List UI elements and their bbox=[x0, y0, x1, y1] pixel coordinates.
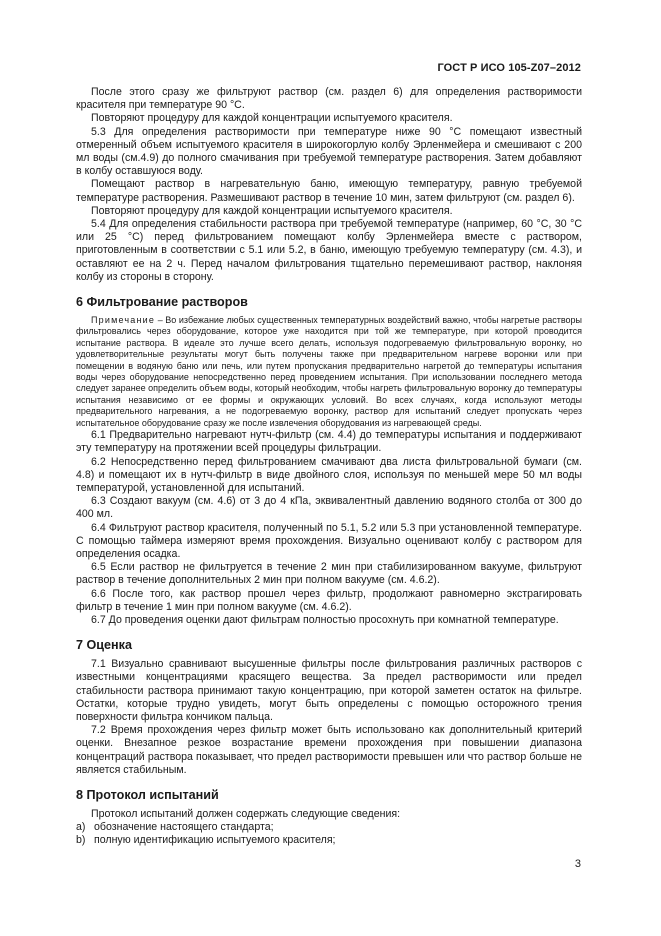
page-number: 3 bbox=[574, 858, 581, 870]
section-7-heading: 7 Оценка bbox=[76, 638, 132, 653]
list-item-text: полную идентификацию испытуемого красителя; bbox=[94, 834, 336, 847]
note bbox=[76, 315, 582, 429]
paragraph: Повторяют процедуру для каждой концентрации испытуемого красителя. bbox=[91, 204, 453, 217]
paragraph-6-7: 6.7 До проведения оценки дают фильтрам полностью просохнуть при комнатной температуре. bbox=[91, 613, 559, 626]
paragraph-6-1: 6.1 Предварительно нагревают нутч-фильтр (см. 4.4) до температуры испытания и поддерживают эту температуру на протяжении всей процедуры фильтрации. bbox=[76, 429, 582, 455]
paragraph-7-2: 7.2 Время прохождения через фильтр может быть использовано как дополнительный критерий оценки. Внезапное резкое возрастание времени прохождения при повышении диапазона концентраций раствора показывает, что предел растворимости превышен или что раствор больше не является стабильным. bbox=[76, 724, 582, 776]
paragraph-6-6: 6.6 После того, как раствор прошел через фильтр, продолжают равномерно экстрагировать фильтр в течение 1 мин при полном вакууме (см. 4.6.2). bbox=[76, 587, 582, 613]
paragraph-6-5: 6.5 Если раствор не фильтруется в течение 2 мин при стабилизированном вакууме, фильтруют раствор в течение дополнительных 2 мин при полном вакууме (см. 4.6.2). bbox=[76, 561, 582, 587]
note-label: Примечание bbox=[91, 315, 156, 326]
paragraph: После этого сразу же фильтруют раствор (см. раздел 6) для определения растворимости красителя при температуре 90 °С. bbox=[76, 86, 582, 112]
paragraph-7-1: 7.1 Визуально сравнивают высушенные фильтры после фильтрования различных растворов с известными концентрациями красящего вещества. За предел растворимости или предел стабильности раствора принимают такую концентрацию, при которой заметен остаток на фильтре. Остатки, которые трудно увидеть, могут быть определены с помощью осторожного трения поверхности фильтра кончиком пальца. bbox=[76, 658, 582, 723]
paragraph-8-intro: Протокол испытаний должен содержать следующие сведения: bbox=[91, 807, 401, 820]
paragraph-6-2: 6.2 Непосредственно перед фильтрованием смачивают два листа фильтровальной бумаги (см. 4.8) и помещают их в нутч-фильтр в виде двойного слоя, используя по меньшей мере 50 мл воды температурой, установленной для испытаний. bbox=[76, 455, 582, 494]
paragraph: Повторяют процедуру для каждой концентрации испытуемого красителя. bbox=[91, 112, 453, 125]
list-item bbox=[76, 821, 582, 834]
list-item bbox=[76, 834, 582, 847]
paragraph-5-4: 5.4 Для определения стабильности раствора при требуемой температуре (например, 60 °С, 30 °С или 25 °С) перед фильтрованием помещают колбу Эрленмейера вместе с раствором, приготовленным в соответствии с 5.1 или 5.2, в баню, имеющую требуемую температуру (см. 4.3), и оставляют ее на 2 ч. Перед началом фильтрования тщательно перемешивают раствор, наклоняя колбу из стороны в сторону. bbox=[76, 218, 582, 283]
paragraph-6-4: 6.4 Фильтруют раствор красителя, полученный по 5.1, 5.2 или 5.3 при установленной температуре. С помощью таймера измеряют время прохождения. Визуально оценивают колбу с раствором для определения осадка. bbox=[76, 521, 582, 560]
page-content bbox=[76, 86, 582, 848]
paragraph-6-3: 6.3 Создают вакуум (см. 4.6) от 3 до 4 кПа, эквивалентный давлению водяного столба от 300 до 400 мл. bbox=[76, 495, 582, 521]
section-8-heading: 8 Протокол испытаний bbox=[76, 787, 219, 802]
paragraph-5-3: 5.3 Для определения растворимости при температуре ниже 90 °С помещают известный отмеренный объем испытуемого красителя в широкогорлую колбу Эрленмейера и смешивают с 200 мл воды (см.4.9) до полного смачивания при требуемой температуре растворения. Затем добавляют в колбу оставшуюся воду. bbox=[76, 125, 582, 178]
section-6-heading: 6 Фильтрование растворов bbox=[76, 295, 248, 310]
list-marker: b) bbox=[76, 834, 86, 847]
list-marker: a) bbox=[76, 821, 86, 834]
list-item-text: обозначение настоящего стандарта; bbox=[94, 821, 274, 834]
standard-header: ГОСТ Р ИСО 105-Z07–2012 bbox=[437, 62, 581, 74]
paragraph: Помещают раствор в нагревательную баню, имеющую температуру, равную требуемой температуре растворения. Размешивают раствор в течение 10 мин, затем фильтруют (см. раздел 6). bbox=[76, 178, 582, 204]
note-text: – Во избежание любых существенных температурных воздействий важно, чтобы нагретые растворы фильтровались через оборудование, которое уже находится при той же температуре, при которой проводится испытание раствора. В идеале это лучше всего делать, используя подогреваемую фильтровальную воронку, но удовлетворительные результаты могут быть получены также при предварительном нагреве воронки или при помещении в водяную баню или печь, или путем пропускания предварительно нагретой до температуры испытания воды через оборудование непосредственно перед проведением испытания. При использовании последнего метода следует заранее определить объем воды, который необходим, чтобы нагреть фильтровальную воронку до температуры испытания независимо от ее формы и окружающих условий. Во всех случаях, когда используют методы предварительного нагревания, а не подогреваемую воронку, раствор для испытаний следует пропускать через испытательное оборудование сразу же после извлечения оборудования из нагревающей среды. bbox=[76, 315, 582, 428]
